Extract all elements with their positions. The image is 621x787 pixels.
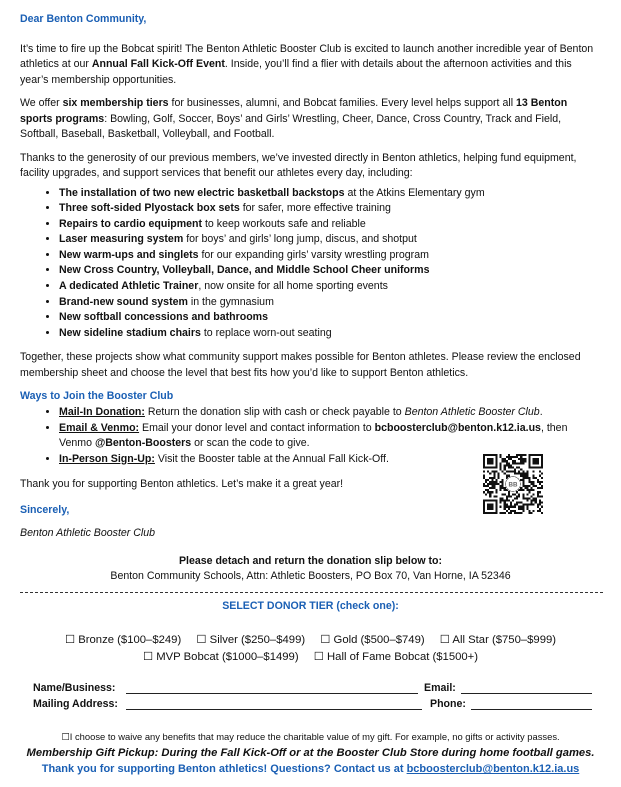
list-item: • Brand-new sound system in the gymnasium [59,295,601,311]
signature: Benton Athletic Booster Club [20,527,156,540]
waiver-option [20,729,601,745]
way-mail: • Mail-In Donation: Return the donation slip with cash or check payable to Benton Athletic Booster Club. [59,405,601,421]
way-email: • Email & Venmo: Email your donor level and contact information to bcboosterclub@benton.k12.ia.us, then Venmo @Benton-Boosters or scan the code to give. [59,421,601,452]
tier-row [20,633,601,649]
list-item: • Three soft-sided Plyostack box sets for safer, more effective training [59,201,601,217]
address-label: Mailing Address: [33,698,118,711]
intro-text: It’s time to fire up the Bobcat spirit! The Benton Athletic Booster Club is excited to launch another incredible year of Benton athletics at our [20,42,594,70]
tiers-text-mid: for businesses, alumni, and Bobcat families. Every level helps support all [168,97,516,109]
name-field[interactable] [126,681,418,694]
greeting: Dear Benton Community, [20,13,147,25]
email-label: Email: [424,682,456,695]
mail-label: Mail-In Donation: [59,405,145,418]
sincerely: Sincerely, [20,503,70,516]
name-email-row [20,681,601,697]
phone-field[interactable] [471,697,592,710]
checkbox-icon[interactable]: ☐ [320,634,331,647]
sports-count: 13 Benton sports programs [20,97,568,125]
list-item: • A dedicated Athletic Trainer, now onsite for all home sporting events [59,279,601,295]
phone-label: Phone: [430,698,466,711]
tier-all-star[interactable]: ☐ All Star ($750–$999) [439,634,557,647]
tier-row [20,650,601,666]
sports-list: : Bowling, Golf, Soccer, Boys’ and Girls’ Wrestling, Cheer, Dance, Cross Country, Track and Field, Softball, Baseball, Basketball, Volleyball, and Football. [20,112,562,140]
name-label: Name/Business: [33,682,116,695]
tiers-text: We offer [20,97,63,109]
waiver-text: I choose to waive any benefits that may reduce the charitable value of my gift. For example, no gifts or activity passes. [69,731,560,743]
ways-title: Ways to Join the Booster Club [20,390,174,403]
thankyou-line: Thank you for supporting Benton athletics. Let’s make it a great year! [20,478,344,491]
checkbox-icon[interactable]: ☐ [439,634,450,647]
detach-instruction: Please detach and return the donation slip below to: [178,554,443,567]
tier-bronze[interactable]: ☐ Bronze ($100–$249) [64,634,182,647]
in-person-label: In-Person Sign-Up: [59,452,155,465]
tier-mvp-bobcat[interactable]: ☐ MVP Bobcat ($1000–$1499) [142,650,299,663]
way-in-person: • In-Person Sign-Up: Visit the Booster table at the Annual Fall Kick-Off. [59,452,601,468]
contact-email-link[interactable]: bcboosterclub@benton.k12.ia.us [406,763,580,776]
select-tier-title: SELECT DONOR TIER (check one): [222,599,399,612]
tier-hall-of-fame[interactable]: ☐ Hall of Fame Bobcat ($1500+) [313,650,479,663]
intro-paragraph [20,42,601,89]
email-address[interactable]: bcboosterclub@benton.k12.ia.us [374,421,541,434]
closing-line: Thank you for supporting Benton athletics! Questions? Contact us at bcboosterclub@benton.k12.ia.us [41,763,580,776]
checkbox-icon[interactable]: ☐ [313,650,324,663]
cut-line [20,592,603,593]
list-item: • New softball concessions and bathrooms [59,310,601,326]
checkbox-icon[interactable]: ☐ [142,650,154,663]
list-item: • New warm-ups and singlets for our expanding girls’ varsity wrestling program [59,248,601,264]
qr-logo: BB [508,481,518,489]
list-item: • The installation of two new electric basketball backstops at the Atkins Elementary gym [59,186,601,202]
tier-silver[interactable]: ☐ Silver ($250–$499) [196,634,306,647]
list-item: • Repairs to cardio equipment to keep workouts safe and reliable [59,217,601,233]
email-label: Email & Venmo: [59,421,140,434]
payee: Benton Athletic Booster Club [404,405,540,418]
together-paragraph: Together, these projects show what community support makes possible for Benton athletes. Please review the enclosed membership sheet and choose the level that best fits how you’d like to support Benton athletics. [20,351,581,379]
checkbox-icon[interactable]: ☐ [196,634,207,647]
gift-pickup-note: Membership Gift Pickup: During the Fall Kick-Off or at the Booster Club Store during home football games. [26,746,595,759]
investment-list [20,186,601,342]
tiers-paragraph [20,96,601,143]
checkbox-icon[interactable]: ☐ [61,731,70,743]
address-field[interactable] [126,697,422,710]
checkbox-icon[interactable]: ☐ [64,634,76,647]
venmo-handle: @Benton-Boosters [94,437,192,450]
tiers-count: six membership tiers [62,97,169,109]
intro-text-end: . Inside, you’ll find a flier with details about the afternoon activities and this year’s membership opportunities. [20,58,572,86]
list-item: • New sideline stadium chairs to replace worn-out seating [59,326,601,342]
email-field[interactable] [461,681,592,694]
tier-gold[interactable]: ☐ Gold ($500–$749) [320,634,425,647]
list-item: • Laser measuring system for boys’ and girls’ long jump, discus, and shotput [59,232,601,248]
mailing-address: Benton Community Schools, Attn: Athletic Boosters, PO Box 70, Van Horne, IA 52346 [110,570,511,583]
event-name: Annual Fall Kick-Off Event [91,58,225,70]
qr-code-icon[interactable] [483,454,543,514]
thanks-paragraph: Thanks to the generosity of our previous members, we’ve invested directly in Benton athletics, helping fund equipment, facility upgrades, and support services that benefit our athletes every day, including: [20,151,577,179]
list-item: • New Cross Country, Volleyball, Dance, and Middle School Cheer uniforms [59,263,601,279]
address-phone-row [20,697,601,713]
